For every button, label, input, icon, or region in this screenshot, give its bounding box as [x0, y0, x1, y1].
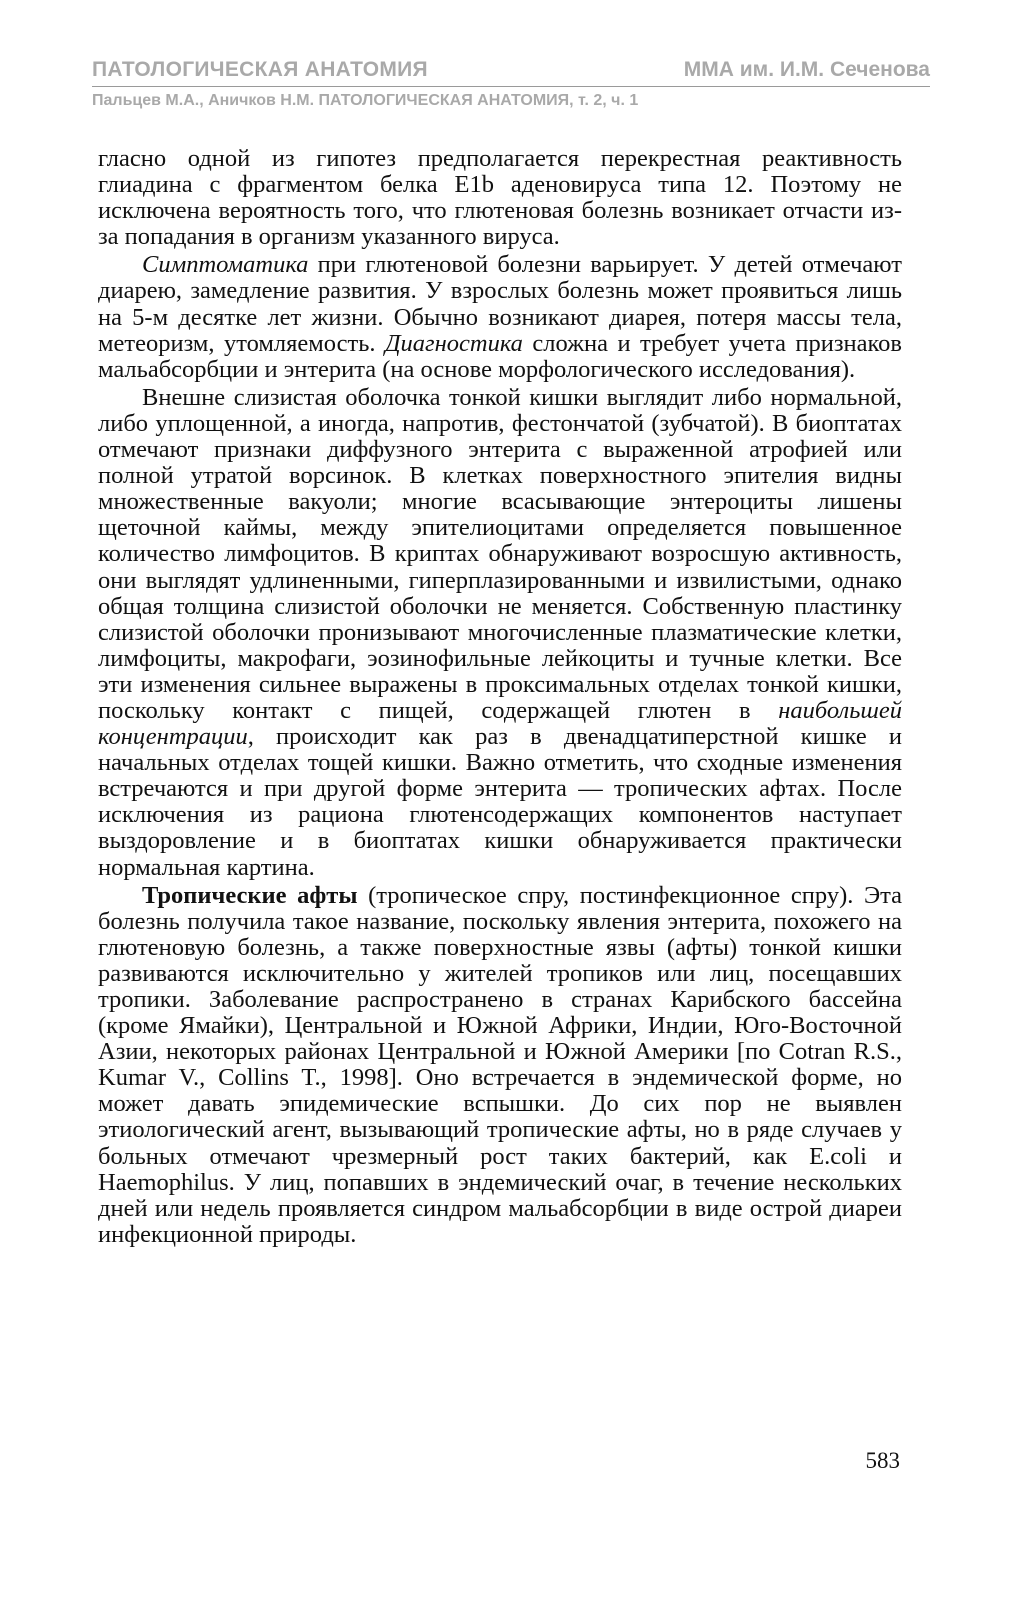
emphasis-symptoms: Симптоматика — [142, 251, 309, 279]
header-source: Пальцев М.А., Аничков Н.М. ПАТОЛОГИЧЕСКАЯ АНАТОМИЯ, т. 2, ч. 1 — [92, 92, 639, 109]
paragraph-4 — [98, 883, 902, 1248]
paragraph-4-text: (тропическое спру, постинфекционное спру). Эта болезнь получила такое название, поскольку явления энтерита, похожего на глютеновую болезнь, а также поверхностные язвы (афты) тонкой кишки развиваются исключительно у жителей тропиков или лиц, посещавших тропики. Заболевание распространено в странах Карибского бассейна (кроме Ямайки), Центральной и Южной Африки, Индии, Юго-Восточной Азии, некоторых районах Центральной и Южной Америки [по Cotran R.S., Kumar V., Collins T., 1998]. Оно встречается в эндемической форме, но может давать эпидемические вспышки. До сих пор не выявлен этиологический агент, вызывающий тропические афты, но в ряде случаев у больных отмечают чрезмерный рост таких бактерий, как E.coli и Haemophilus. У лиц, попавших в эндемический очаг, в течение нескольких дней или недель проявляется синдром мальабсорбции в виде острой диареи инфекционной природы. — [98, 881, 903, 1248]
paragraph-1-text: гласно одной из гипотез предполагается перекрестная реактивность глиадина с фрагментом белка E1b аденовируса типа 12. Поэтому не исключена вероятность того, что глютеновая болезнь возникает отчасти из-за попадания в организм указанного вируса. — [98, 145, 902, 251]
emphasis-diagnostics: Диагностика — [384, 329, 523, 357]
paragraph-1 — [98, 146, 902, 250]
paragraph-3-text-1: Внешне слизистая оболочка тонкой кишки выглядит либо нормальной, либо уплощенной, а иногда, напротив, фестончатой (зубчатой). В биоптатах отмечают признаки диффузного энтерита с выраженной атрофией или полной утратой ворсинок. В клетках поверхностного эпителия видны множественные вакуоли; многие всасывающие энтероциты лишены щеточной каймы, между эпителиоцитами определяется повышенное количество лимфоцитов. В криптах обнаруживают возросшую активность, они выглядят удлиненными, гиперплазированными и извилистыми, однако общая толщина слизистой оболочки не меняется. Собственную пластинку слизистой оболочки пронизывают многочисленные плазматические клетки, лимфоциты, макрофаги, эозинофильные лейкоциты и тучные клетки. Все эти изменения сильнее выражены в проксимальных отделах тонкой кишки, поскольку контакт с пищей, содержащей глютен в — [98, 383, 902, 724]
paragraph-3 — [98, 385, 902, 881]
running-header — [92, 56, 930, 87]
paragraph-3-text-2: , происходит как раз в двенадцатиперстной кишке и начальных отделах тощей кишки. Важно отметить, что сходные изменения встречаются и при другой форме энтерита — тропических афтах. После исключения из рациона глютенсодержащих компонентов наступает выздоровление и в биоптатах кишки обнаруживается практически нормальная картина. — [98, 723, 902, 881]
paragraph-2 — [98, 252, 902, 382]
emphasis-concentration: наибольшей концентрации — [98, 696, 902, 751]
term-tropical-aphthae: Тропические афты — [142, 881, 358, 909]
main-text — [98, 146, 902, 1248]
header-title: ПАТОЛОГИЧЕСКАЯ АНАТОМИЯ — [92, 58, 428, 81]
header-publisher: ММА им. И.М. Сеченова — [683, 58, 930, 81]
paragraph-2-text-1: при глютеновой болезни варьирует. У детей отмечают диарею, замедление развития. У взрослых болезнь может проявиться лишь на 5-м десятке лет жизни. Обычно возникают диарея, потеря массы тела, метеоризм, утомляемость. — [98, 251, 902, 357]
paragraph-2-text-2: сложна и требует учета признаков мальабсорбции и энтерита (на основе морфологического исследования). — [98, 329, 902, 383]
page-number: 583 — [865, 1448, 900, 1473]
